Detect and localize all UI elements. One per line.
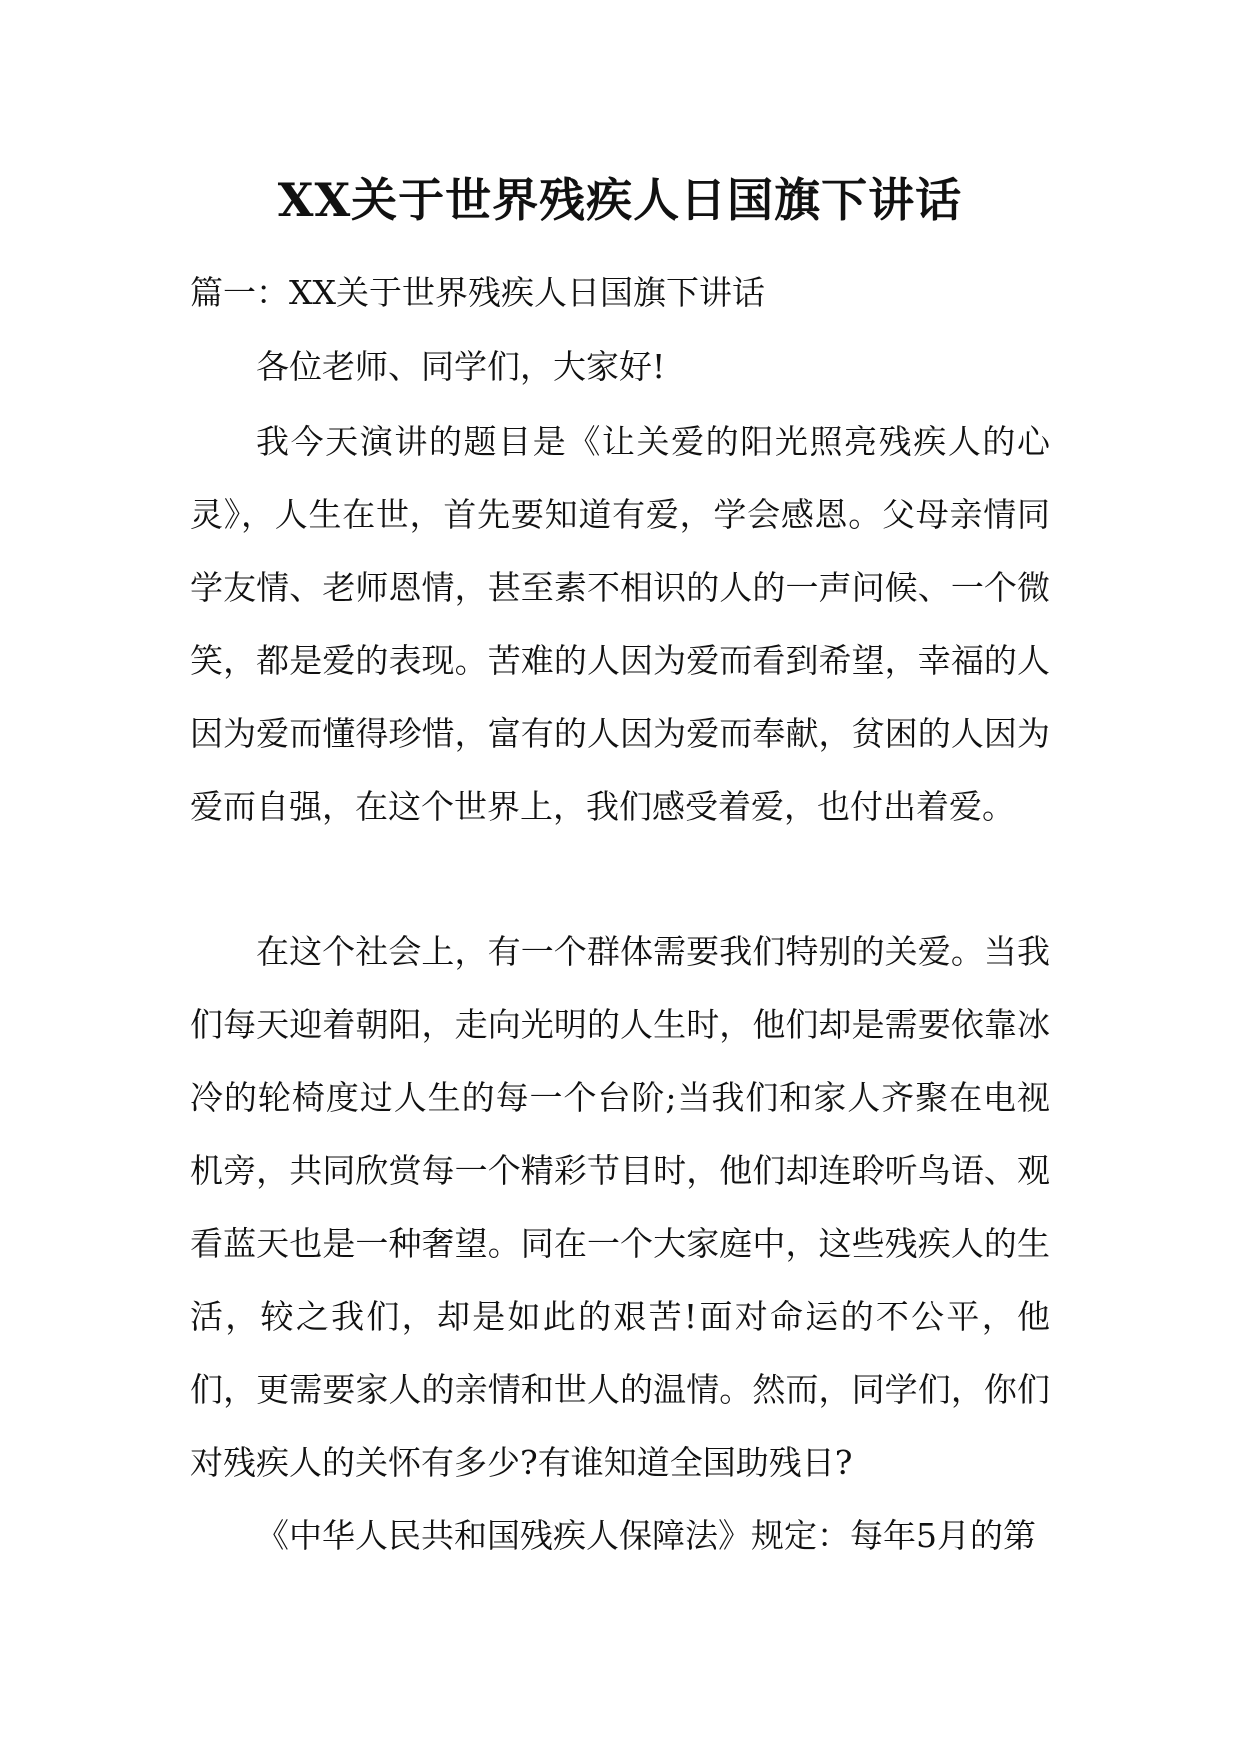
document-title: XX关于世界残疾人日国旗下讲话 — [277, 173, 963, 227]
section-heading: 篇一：XX关于世界残疾人日国旗下讲话 — [190, 273, 765, 312]
paragraph-society: 在这个社会上，有一个群体需要我们特别的关爱。当我们每天迎着朝阳，走向光明的人生时，他们却是需要依靠冰冷的轮椅度过人生的每一个台阶;当我们和家人齐聚在电视机旁，共同欣赏每一个精彩节目时，他们却连聆听鸟语、观看蓝天也是一种奢望。同在一个大家庭中，这些残疾人的生活，较之我们，却是如此的艰苦!面对命运的不公平，他们，更需要家人的亲情和世人的温情。然而，同学们，你们对残疾人的关怀有多少?有谁知道全国助残日? — [190, 932, 1050, 1482]
paragraph-greeting: 各位老师、同学们，大家好! — [256, 347, 666, 386]
paragraph-topic: 我今天演讲的题目是《让关爱的阳光照亮残疾人的心灵》，人生在世，首先要知道有爱，学会感恩。父母亲情同学友情、老师恩情，甚至素不相识的人的一声问候、一个微笑，都是爱的表现。苦难的人因为爱而看到希望，幸福的人因为爱而懂得珍惜，富有的人因为爱而奉献，贫困的人因为爱而自强，在这个世界上，我们感受着爱，也付出着爱。 — [190, 422, 1050, 826]
paragraph-law: 《中华人民共和国残疾人保障法》规定：每年5月的第 — [256, 1516, 1036, 1555]
